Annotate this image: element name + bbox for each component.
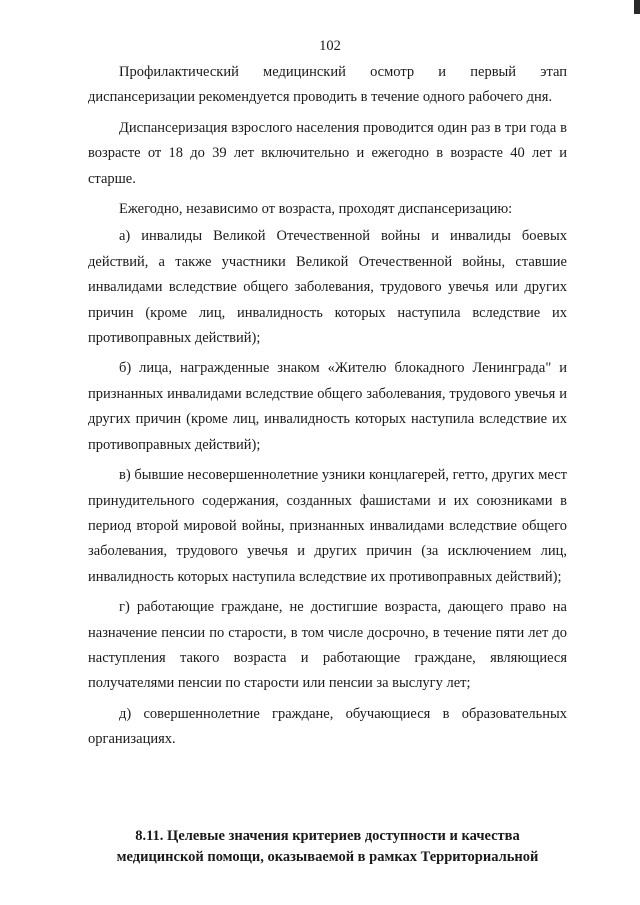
section-heading-line-1: 8.11. Целевые значения критериев доступности и качества [135, 828, 520, 844]
paragraph-dispensary-frequency: Диспансеризация взрослого населения проводится один раз в три года в возрасте от 18 до 39 лет включительно и ежегодно в возрасте 40 лет и старше. [88, 119, 567, 187]
list-item-v: в) бывшие несовершеннолетние узники концлагерей, гетто, других мест принудительного содержания, созданных фашистами и их союзниками в период второй мировой войны, признанных инвалидами вследствие общего заболевания, трудового увечья и других причин (за исключением лиц, инвалидность которых наступила вследствие их противоправных действий); [88, 467, 567, 585]
list-item-g: г) работающие граждане, не достигшие возраста, дающего право на назначение пенсии по старости, в том числе досрочно, в течение пяти лет до наступления такого возраста и работающие граждане, являющиеся получателями пенсии по старости или пенсии за выслугу лет; [88, 599, 567, 692]
section-heading-line-2: медицинской помощи, оказываемой в рамках Территориальной [116, 849, 539, 865]
paragraph-checkup-timing: Профилактический медицинский осмотр и первый этап диспансеризации рекомендуется проводить в течение одного рабочего дня. [88, 64, 567, 106]
list-item-d: д) совершеннолетние граждане, обучающиеся в образовательных организациях. [88, 705, 567, 748]
paragraph-annual-intro: Ежегодно, независимо от возраста, проходят диспансеризацию: [119, 201, 513, 218]
list-item-b: б) лица, награжденные знаком «Жителю блокадного Ленинграда" и признанных инвалидами вследствие общего заболевания, трудового увечья и других причин (кроме лиц, инвалидность которых наступила вследствие их противоправных действий); [88, 360, 567, 453]
page-number: 102 [319, 38, 341, 54]
section-heading [88, 826, 567, 868]
scan-edge-mark [634, 0, 640, 14]
body-text [88, 60, 567, 758]
list-item-a: а) инвалиды Великой Отечественной войны и инвалиды боевых действий, а также участники Великой Отечественной войны, ставшие инвалидами вследствие общего заболевания, трудового увечья или других причин (кроме лиц, инвалидность которых наступила вследствие их противоправных действий); [88, 228, 567, 347]
